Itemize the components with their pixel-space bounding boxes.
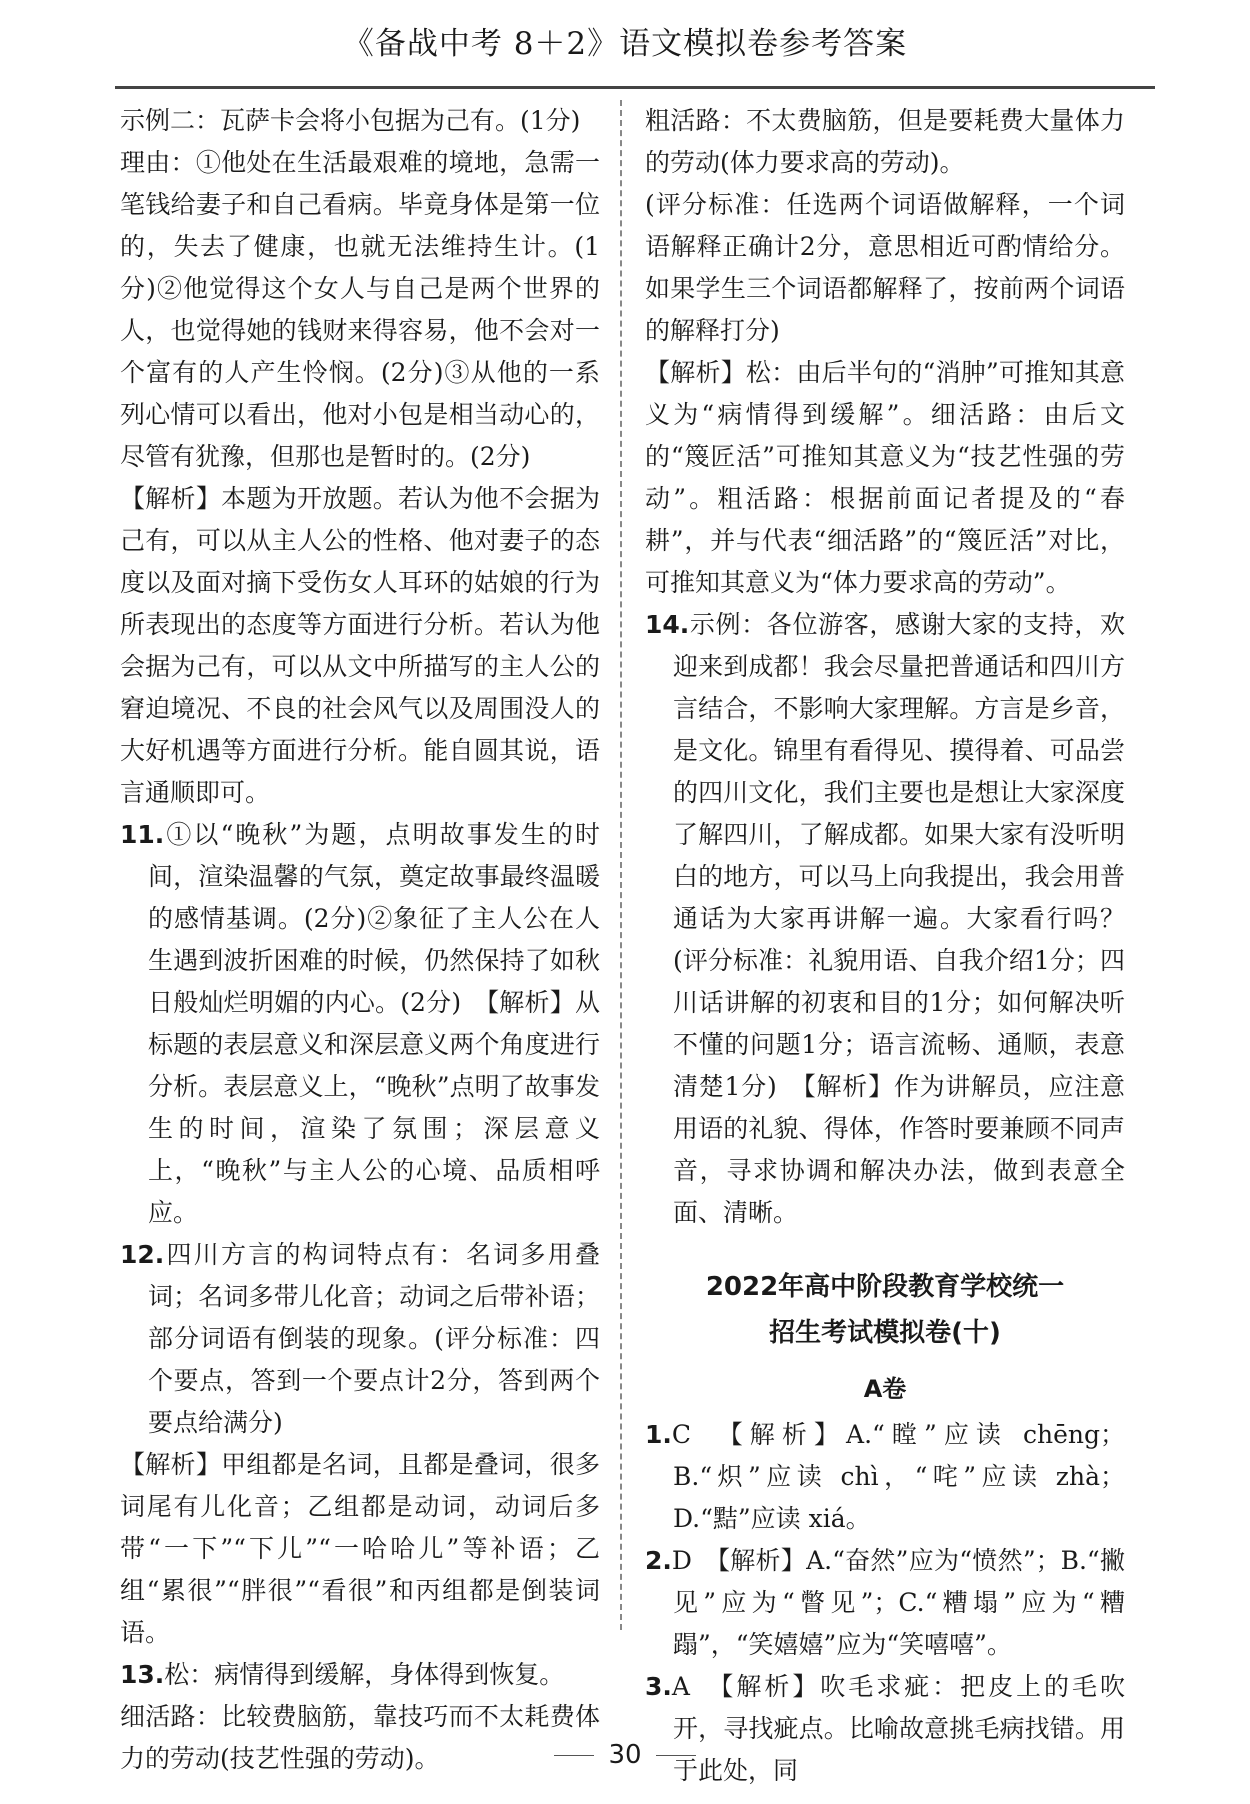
answer-number: 14. (645, 610, 690, 639)
column-divider (620, 100, 622, 1630)
answer-14 (645, 604, 1125, 1234)
page-number-text: 30 (608, 1740, 642, 1770)
answer-text: D 【解析】A.“奋然”应为“愤然”；B.“撇见”应为“瞥见”；C.“糟塌”应为“糟蹋”，“笑嬉嬉”应为“笑嘻嘻”。 (671, 1546, 1125, 1659)
answer-13-cont: 粗活路：不太费脑筋，但是要耗费大量体力的劳动(体力要求高的劳动)。 (645, 106, 1125, 177)
section-title (645, 1264, 1125, 1356)
answer-12-analysis: 【解析】甲组都是名词，且都是叠词，很多词尾有儿化音；乙组都是动词，动词后多带“一下”“下儿”“一哈哈儿”等补语；乙组“累很”“胖很”“看很”和丙组都是倒装词语。 (120, 1450, 600, 1647)
answer-text: C 【解析】A.“瞠”应读 chēng；B.“炽”应读 chì，“咤”应读 zhà；D.“黠”应读 xiá。 (671, 1420, 1125, 1533)
reason-text: 理由：①他处在生活最艰难的境地，急需一笔钱给妻子和自己看病。毕竟身体是第一位的，失去了健康，也就无法维持生计。(1分)②他觉得这个女人与自己是两个世界的人，也觉得她的钱财来得容易，他不会对一个富有的人产生怜悯。(2分)③从他的一系列心情可以看出，他对小包是相当动心的，尽管有犹豫，但那也是暂时的。(2分) (120, 148, 600, 471)
header-rule (115, 86, 1155, 89)
right-column (645, 100, 1125, 1792)
answer-number: 12. (120, 1240, 165, 1269)
section-title-line-1: 2022年高中阶段教育学校统一 (705, 1272, 1065, 1302)
answer-12 (120, 1234, 600, 1444)
left-column (120, 100, 600, 1780)
answer-13 (120, 1654, 600, 1696)
answer-text: 示例：各位游客，感谢大家的支持，欢迎来到成都！我会尽量把普通话和四川方言结合，不影响大家理解。方言是乡音，是文化。锦里有看得见、摸得着、可品尝的四川文化，我们主要也是想让大家深度了解四川，了解成都。如果大家有没听明白的地方，可以马上向我提出，我会用普通话为大家再讲解一遍。大家看行吗？(评分标准：礼貌用语、自我介绍1分；四川话讲解的初衷和目的1分；如何解决听不懂的问题1分；语言流畅、通顺，表意清楚1分) 【解析】作为讲解员，应注意用语的礼貌、得体，作答时要兼顾不同声音，寻求协调和解决办法，做到表意全面、清晰。 (673, 610, 1125, 1227)
dash-right (656, 1755, 696, 1756)
answer-number: 11. (120, 820, 165, 849)
section-title-line-2: 招生考试模拟卷(十) (769, 1318, 1001, 1348)
answer-11 (120, 814, 600, 1234)
answer-text: 松：病情得到缓解，身体得到恢复。 (164, 1660, 565, 1689)
answer-number: 13. (120, 1660, 165, 1689)
answer-13-detail: 细活路：比较费脑筋，靠技巧而不太耗费体力的劳动(技艺性强的劳动)。 (120, 1702, 600, 1773)
analysis-text: 【解析】本题为开放题。若认为他不会据为己有，可以从主人公的性格、他对妻子的态度以及面对摘下受伤女人耳环的姑娘的行为所表现出的态度等方面进行分析。若认为他会据为己有，可以从文中所描写的主人公的窘迫境况、不良的社会风气以及周围没人的大好机遇等方面进行分析。能自圆其说，语言通顺即可。 (120, 484, 600, 807)
page-header: 《备战中考 8＋2》语文模拟卷参考答案 (342, 26, 908, 62)
answer-a2 (645, 1540, 1125, 1666)
answer-13-scoring: (评分标准：任选两个词语做解释，一个词语解释正确计2分，意思相近可酌情给分。如果学生三个词语都解释了，按前两个词语的解释打分) (645, 190, 1125, 345)
answer-text: A 【解析】吹毛求疵：把皮上的毛吹开，寻找疵点。比喻故意挑毛病找错。用于此处，同 (671, 1672, 1125, 1785)
volume-label: A卷 (863, 1375, 907, 1403)
page-number (0, 1740, 1250, 1770)
answer-text: 四川方言的构词特点有：名词多用叠词；名词多带儿化音；动词之后带补语；部分词语有倒装的现象。(评分标准：四个要点，答到一个要点计2分，答到两个要点给满分) (148, 1240, 600, 1437)
answer-a1 (645, 1414, 1125, 1540)
answer-number: 1. (645, 1420, 672, 1449)
dash-left (554, 1755, 594, 1756)
answer-a3 (645, 1666, 1125, 1792)
answer-text: ①以“晚秋”为题，点明故事发生的时间，渲染温馨的气氛，奠定故事最终温暖的感情基调。(2分)②象征了主人公在人生遇到波折困难的时候，仍然保持了如秋日般灿烂明媚的内心。(2分) 【解析】从标题的表层意义和深层意义两个角度进行分析。表层意义上，“晚秋”点明了故事发生的时间，渲染了氛围；深层意义上，“晚秋”与主人公的心境、品质相呼应。 (148, 820, 600, 1227)
answer-number: 2. (645, 1546, 672, 1575)
answer-number: 3. (645, 1672, 672, 1701)
example-two: 示例二：瓦萨卡会将小包据为己有。(1分) (120, 106, 581, 135)
answer-13-analysis: 【解析】松：由后半句的“消肿”可推知其意义为“病情得到缓解”。细活路：由后文的“篾匠活”可推知其意义为“技艺性强的劳动”。粗活路：根据前面记者提及的“春耕”，并与代表“细活路”的“篾匠活”对比，可推知其意义为“体力要求高的劳动”。 (645, 358, 1125, 597)
